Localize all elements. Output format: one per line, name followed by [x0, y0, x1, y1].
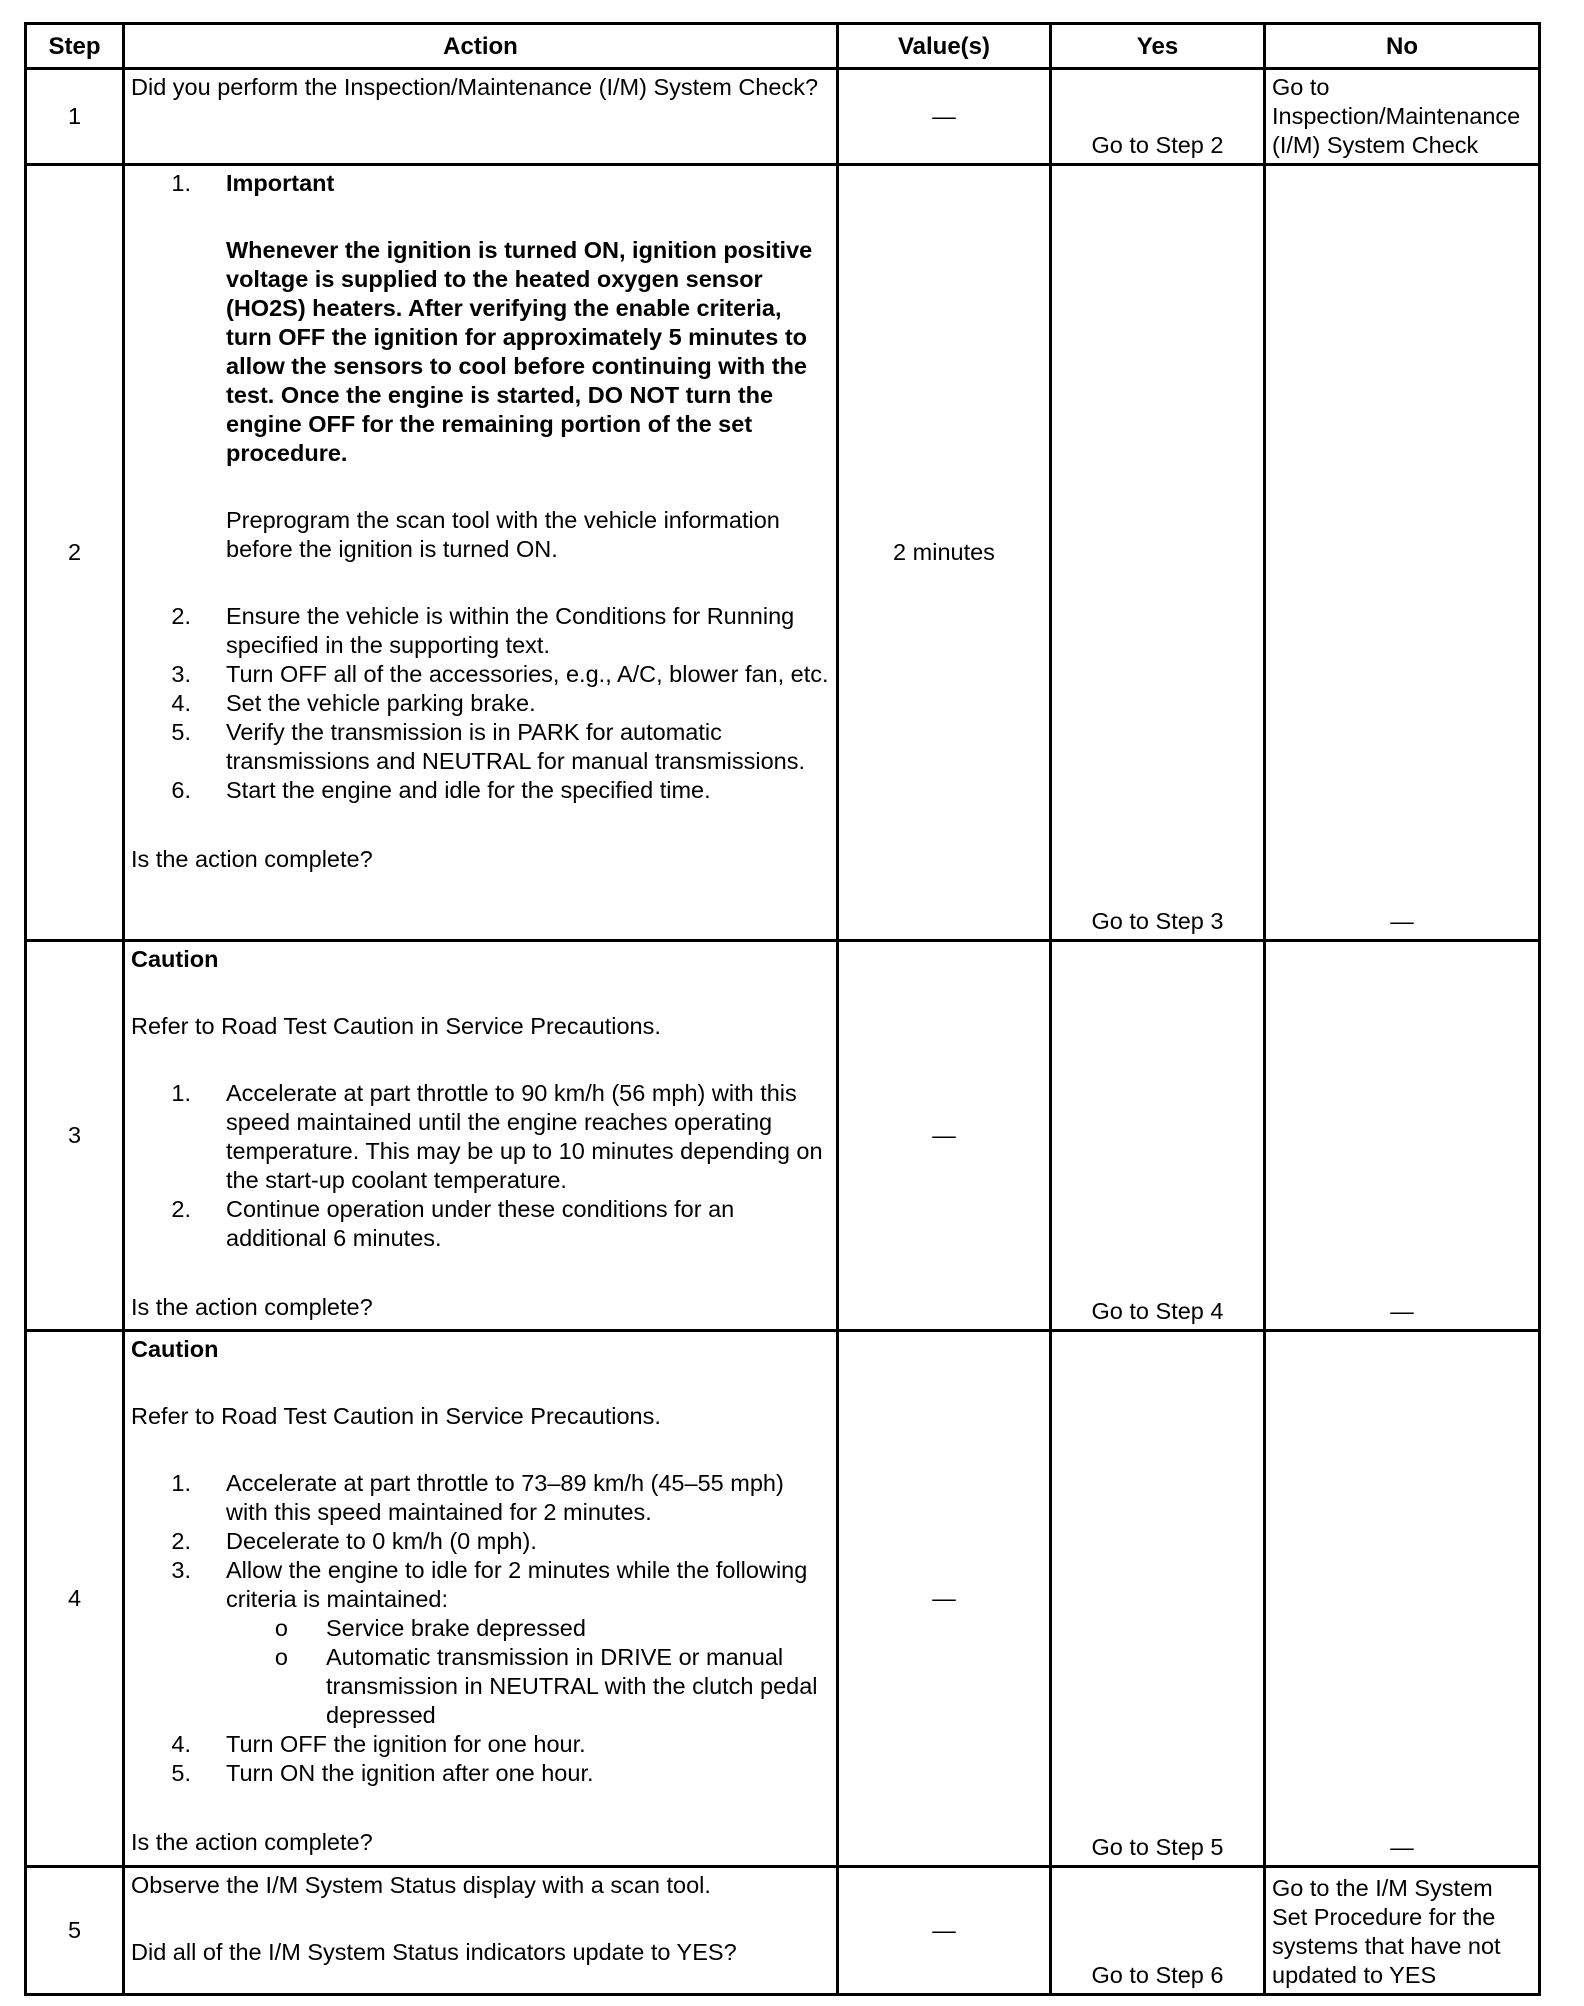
list-item — [131, 1730, 830, 1759]
list-item — [131, 602, 830, 660]
action-cell — [124, 941, 838, 1331]
item-number: 2. — [171, 1528, 191, 1554]
action-cell — [124, 1867, 838, 1995]
list-item — [131, 1759, 830, 1788]
list-item — [131, 1469, 830, 1527]
item-text: Accelerate at part throttle to 90 km/h (56 mph) with this speed maintained until the engine reaches operating temperature. This may be up to 10 minutes depending on the start-up coolant temperature. — [226, 1080, 823, 1193]
sub-item-text: Service brake depressed — [326, 1615, 586, 1641]
no-cell: — — [1265, 165, 1540, 941]
question-text: Is the action complete? — [131, 846, 373, 872]
sub-list — [226, 1614, 830, 1730]
table-row — [26, 941, 1540, 1331]
list-item — [131, 689, 830, 718]
question-text: Is the action complete? — [131, 1829, 373, 1855]
yes-cell: Go to Step 5 — [1051, 1331, 1265, 1867]
action-cell — [124, 69, 838, 165]
item-text: Allow the engine to idle for 2 minutes while the following criteria is maintained: — [226, 1557, 808, 1612]
preprogram-text: Preprogram the scan tool with the vehicle information before the ignition is turned ON. — [226, 507, 780, 562]
item-text: Decelerate to 0 km/h (0 mph). — [226, 1528, 537, 1554]
table-row — [26, 165, 1540, 941]
value-cell: — — [838, 941, 1051, 1331]
bullet: o — [274, 1644, 288, 1670]
bullet: o — [274, 1615, 288, 1641]
step-number: 3 — [26, 941, 124, 1331]
item-number: 1. — [171, 1470, 191, 1496]
item-number: 1. — [171, 170, 191, 196]
step-number: 2 — [26, 165, 124, 941]
value-cell: — — [838, 1331, 1051, 1867]
yes-cell: Go to Step 6 — [1051, 1867, 1265, 1995]
no-cell: — — [1265, 941, 1540, 1331]
item-number: 2. — [171, 1196, 191, 1222]
item-text: Turn OFF all of the accessories, e.g., A/C, blower fan, etc. — [226, 661, 829, 687]
value-cell: — — [838, 69, 1051, 165]
action-cell — [124, 165, 838, 941]
caution-text: Refer to Road Test Caution in Service Precautions. — [131, 1013, 661, 1039]
header-action: Action — [124, 24, 838, 69]
item-number: 5. — [171, 719, 191, 745]
sub-list-item — [226, 1614, 830, 1643]
list-item — [131, 1527, 830, 1556]
item-number: 1. — [171, 1080, 191, 1106]
list-item — [131, 1195, 830, 1253]
table-row — [26, 1331, 1540, 1867]
action-list — [131, 1079, 830, 1253]
list-item — [131, 1079, 830, 1195]
yes-cell: Go to Step 2 — [1051, 69, 1265, 165]
important-label: Important — [226, 170, 335, 196]
value-cell: — — [838, 1867, 1051, 1995]
item-text: Turn ON the ignition after one hour. — [226, 1760, 594, 1786]
no-cell: Go to Inspection/Maintenance (I/M) System Check — [1265, 69, 1540, 165]
header-values: Value(s) — [838, 24, 1051, 69]
action-text: Did you perform the Inspection/Maintenance (I/M) System Check? — [131, 74, 819, 100]
caution-text: Refer to Road Test Caution in Service Precautions. — [131, 1403, 661, 1429]
action-cell — [124, 1331, 838, 1867]
yes-cell: Go to Step 4 — [1051, 941, 1265, 1331]
item-text: Ensure the vehicle is within the Conditions for Running specified in the supporting text. — [226, 603, 795, 658]
value-cell: 2 minutes — [838, 165, 1051, 941]
header-yes: Yes — [1051, 24, 1265, 69]
item-number: 3. — [171, 661, 191, 687]
no-cell: Go to the I/M System Set Procedure for the systems that have not updated to YES — [1265, 1867, 1540, 1995]
sub-item-text: Automatic transmission in DRIVE or manual transmission in NEUTRAL with the clutch pedal depressed — [326, 1644, 818, 1728]
action-list — [131, 1469, 830, 1788]
header-no: No — [1265, 24, 1540, 69]
question-text: Is the action complete? — [131, 1294, 373, 1320]
header-row — [26, 24, 1540, 69]
item-text: Accelerate at part throttle to 73–89 km/h (45–55 mph) with this speed maintained for 2 minutes. — [226, 1470, 784, 1525]
item-text: Set the vehicle parking brake. — [226, 690, 536, 716]
item-number: 2. — [171, 603, 191, 629]
list-item — [131, 718, 830, 776]
yes-cell: Go to Step 3 — [1051, 165, 1265, 941]
sub-list-item — [226, 1643, 830, 1730]
table-row — [26, 1867, 1540, 1995]
procedure-table — [24, 22, 1541, 1996]
step-number: 1 — [26, 69, 124, 165]
important-text: Whenever the ignition is turned ON, ignition positive voltage is supplied to the heated oxygen sensor (HO2S) heaters. After verifying the enable criteria, turn OFF the ignition for approximately 5 minutes to allow the sensors to cool before continuing with the test. Once the engine is started, DO NOT turn the engine OFF for the remaining portion of the set procedure. — [226, 237, 813, 466]
item-number: 6. — [171, 777, 191, 803]
action-text: Observe the I/M System Status display with a scan tool. — [131, 1872, 711, 1898]
no-cell: — — [1265, 1331, 1540, 1867]
caution-label: Caution — [131, 946, 219, 972]
item-text: Start the engine and idle for the specified time. — [226, 777, 711, 803]
list-item — [131, 776, 830, 805]
step-number: 4 — [26, 1331, 124, 1867]
item-number: 3. — [171, 1557, 191, 1583]
list-item — [131, 1556, 830, 1730]
item-number: 5. — [171, 1760, 191, 1786]
table-row — [26, 69, 1540, 165]
item-number: 4. — [171, 1731, 191, 1757]
item-text: Turn OFF the ignition for one hour. — [226, 1731, 586, 1757]
list-item — [131, 660, 830, 689]
action-list — [131, 169, 830, 805]
step-number: 5 — [26, 1867, 124, 1995]
item-text: Verify the transmission is in PARK for automatic transmissions and NEUTRAL for manual transmissions. — [226, 719, 805, 774]
list-item — [131, 169, 830, 602]
question-text: Did all of the I/M System Status indicators update to YES? — [131, 1939, 737, 1965]
item-number: 4. — [171, 690, 191, 716]
caution-label: Caution — [131, 1336, 219, 1362]
header-step: Step — [26, 24, 124, 69]
item-text: Continue operation under these conditions for an additional 6 minutes. — [226, 1196, 735, 1251]
